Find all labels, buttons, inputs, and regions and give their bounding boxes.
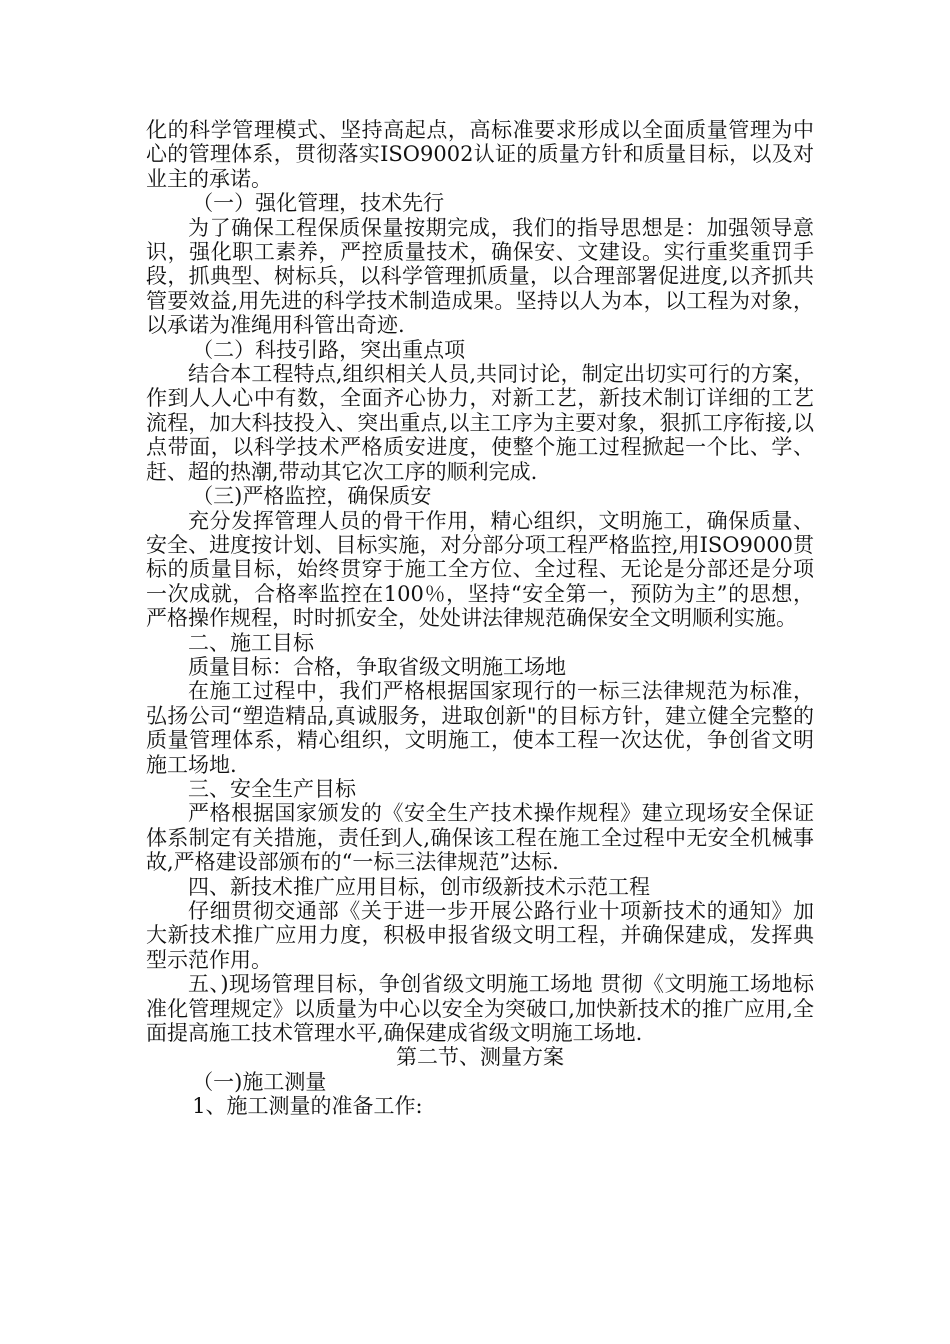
section-heading: 四、新技术推广应用目标，创市级新技术示范工程 [188,874,650,899]
subsection-heading: 1、施工测量的准备工作: [192,1094,423,1119]
section-heading: 三、安全生产目标 [188,776,356,801]
subsection-heading: （三)严格监控，确保质安 [192,484,432,509]
body-paragraph: 五、)现场管理目标，争创省级文明施工场地 贯彻《文明施工场地标准化管理规定》以质量为中心以安全为突破口,加快新技术的推广应用,全面提高施工技术管理水平,确保建成省级文明施工场地. [146,972,814,1046]
body-paragraph: 充分发挥管理人员的骨干作用，精心组织，文明施工，确保质量、安全、进度按计划、目标实施，对分部分项工程严格监控,用ISO9000贯标的质量目标，始终贯穿于施工全方位、全过程、无论是分部还是分项一次成就，合格率监控在100％，坚持“安全第一，预防为主”的思想，严格操作规程，时时抓安全，处处讲法律规范确保安全文明顺利实施。 [146,508,814,631]
body-paragraph: 在施工过程中，我们严格根据国家现行的一标三法律规范为标准，弘扬公司“塑造精品,真诚服务，进取创新"的目标方针，建立健全完整的质量管理体系，精心组织，文明施工，使本工程一次达优，争创省文明施工场地. [146,679,814,777]
subsection-heading: （二）科技引路，突出重点项 [192,337,466,362]
body-paragraph: 仔细贯彻交通部《关于进一步开展公路行业十项新技术的通知》加大新技术推广应用力度，积极申报省级文明工程，并确保建成，发挥典型示范作用。 [146,899,814,972]
body-paragraph: 结合本工程特点,组织相关人员,共同讨论，制定出切实可行的方案，作到人人心中有数，全面齐心协力，对新工艺，新技术制订详细的工艺流程，加大科技投入、突出重点,以主工序为主要对象，狠抓工序衔接,以点带面，以科学技术严格质安进度，使整个施工过程掀起一个比、学、赶、超的热潮,带动其它次工序的顺利完成. [146,362,814,484]
chapter-section-title: 第二节、测量方案 [396,1045,564,1070]
section-heading: 二、施工目标 [188,630,314,655]
subsection-heading: （一）强化管理，技术先行 [192,191,445,216]
document-body [146,118,814,1119]
body-paragraph: 质量目标：合格，争取省级文明施工场地 [188,654,566,679]
subsection-heading: （一)施工测量 [192,1069,327,1094]
body-paragraph: 为了确保工程保质保量按期完成，我们的指导思想是：加强领导意识，强化职工素养，严控质量技术，确保安、文建设。实行重奖重罚手段，抓典型、树标兵，以科学管理抓质量，以合理部署促进度,以齐抓共管要效益,用先进的科学技术制造成果。坚持以人为本，以工程为对象，以承诺为准绳用科管出奇迹. [146,215,814,338]
body-paragraph: 化的科学管理模式、坚持高起点，高标准要求形成以全面质量管理为中心的管理体系，贯彻落实ISO9002认证的质量方针和质量目标，以及对业主的承诺。 [146,118,814,191]
body-paragraph: 严格根据国家颁发的《安全生产技术操作规程》建立现场安全保证体系制定有关措施，责任到人,确保该工程在施工全过程中无安全机械事故,严格建设部颁布的“一标三法律规范”达标. [146,801,814,875]
